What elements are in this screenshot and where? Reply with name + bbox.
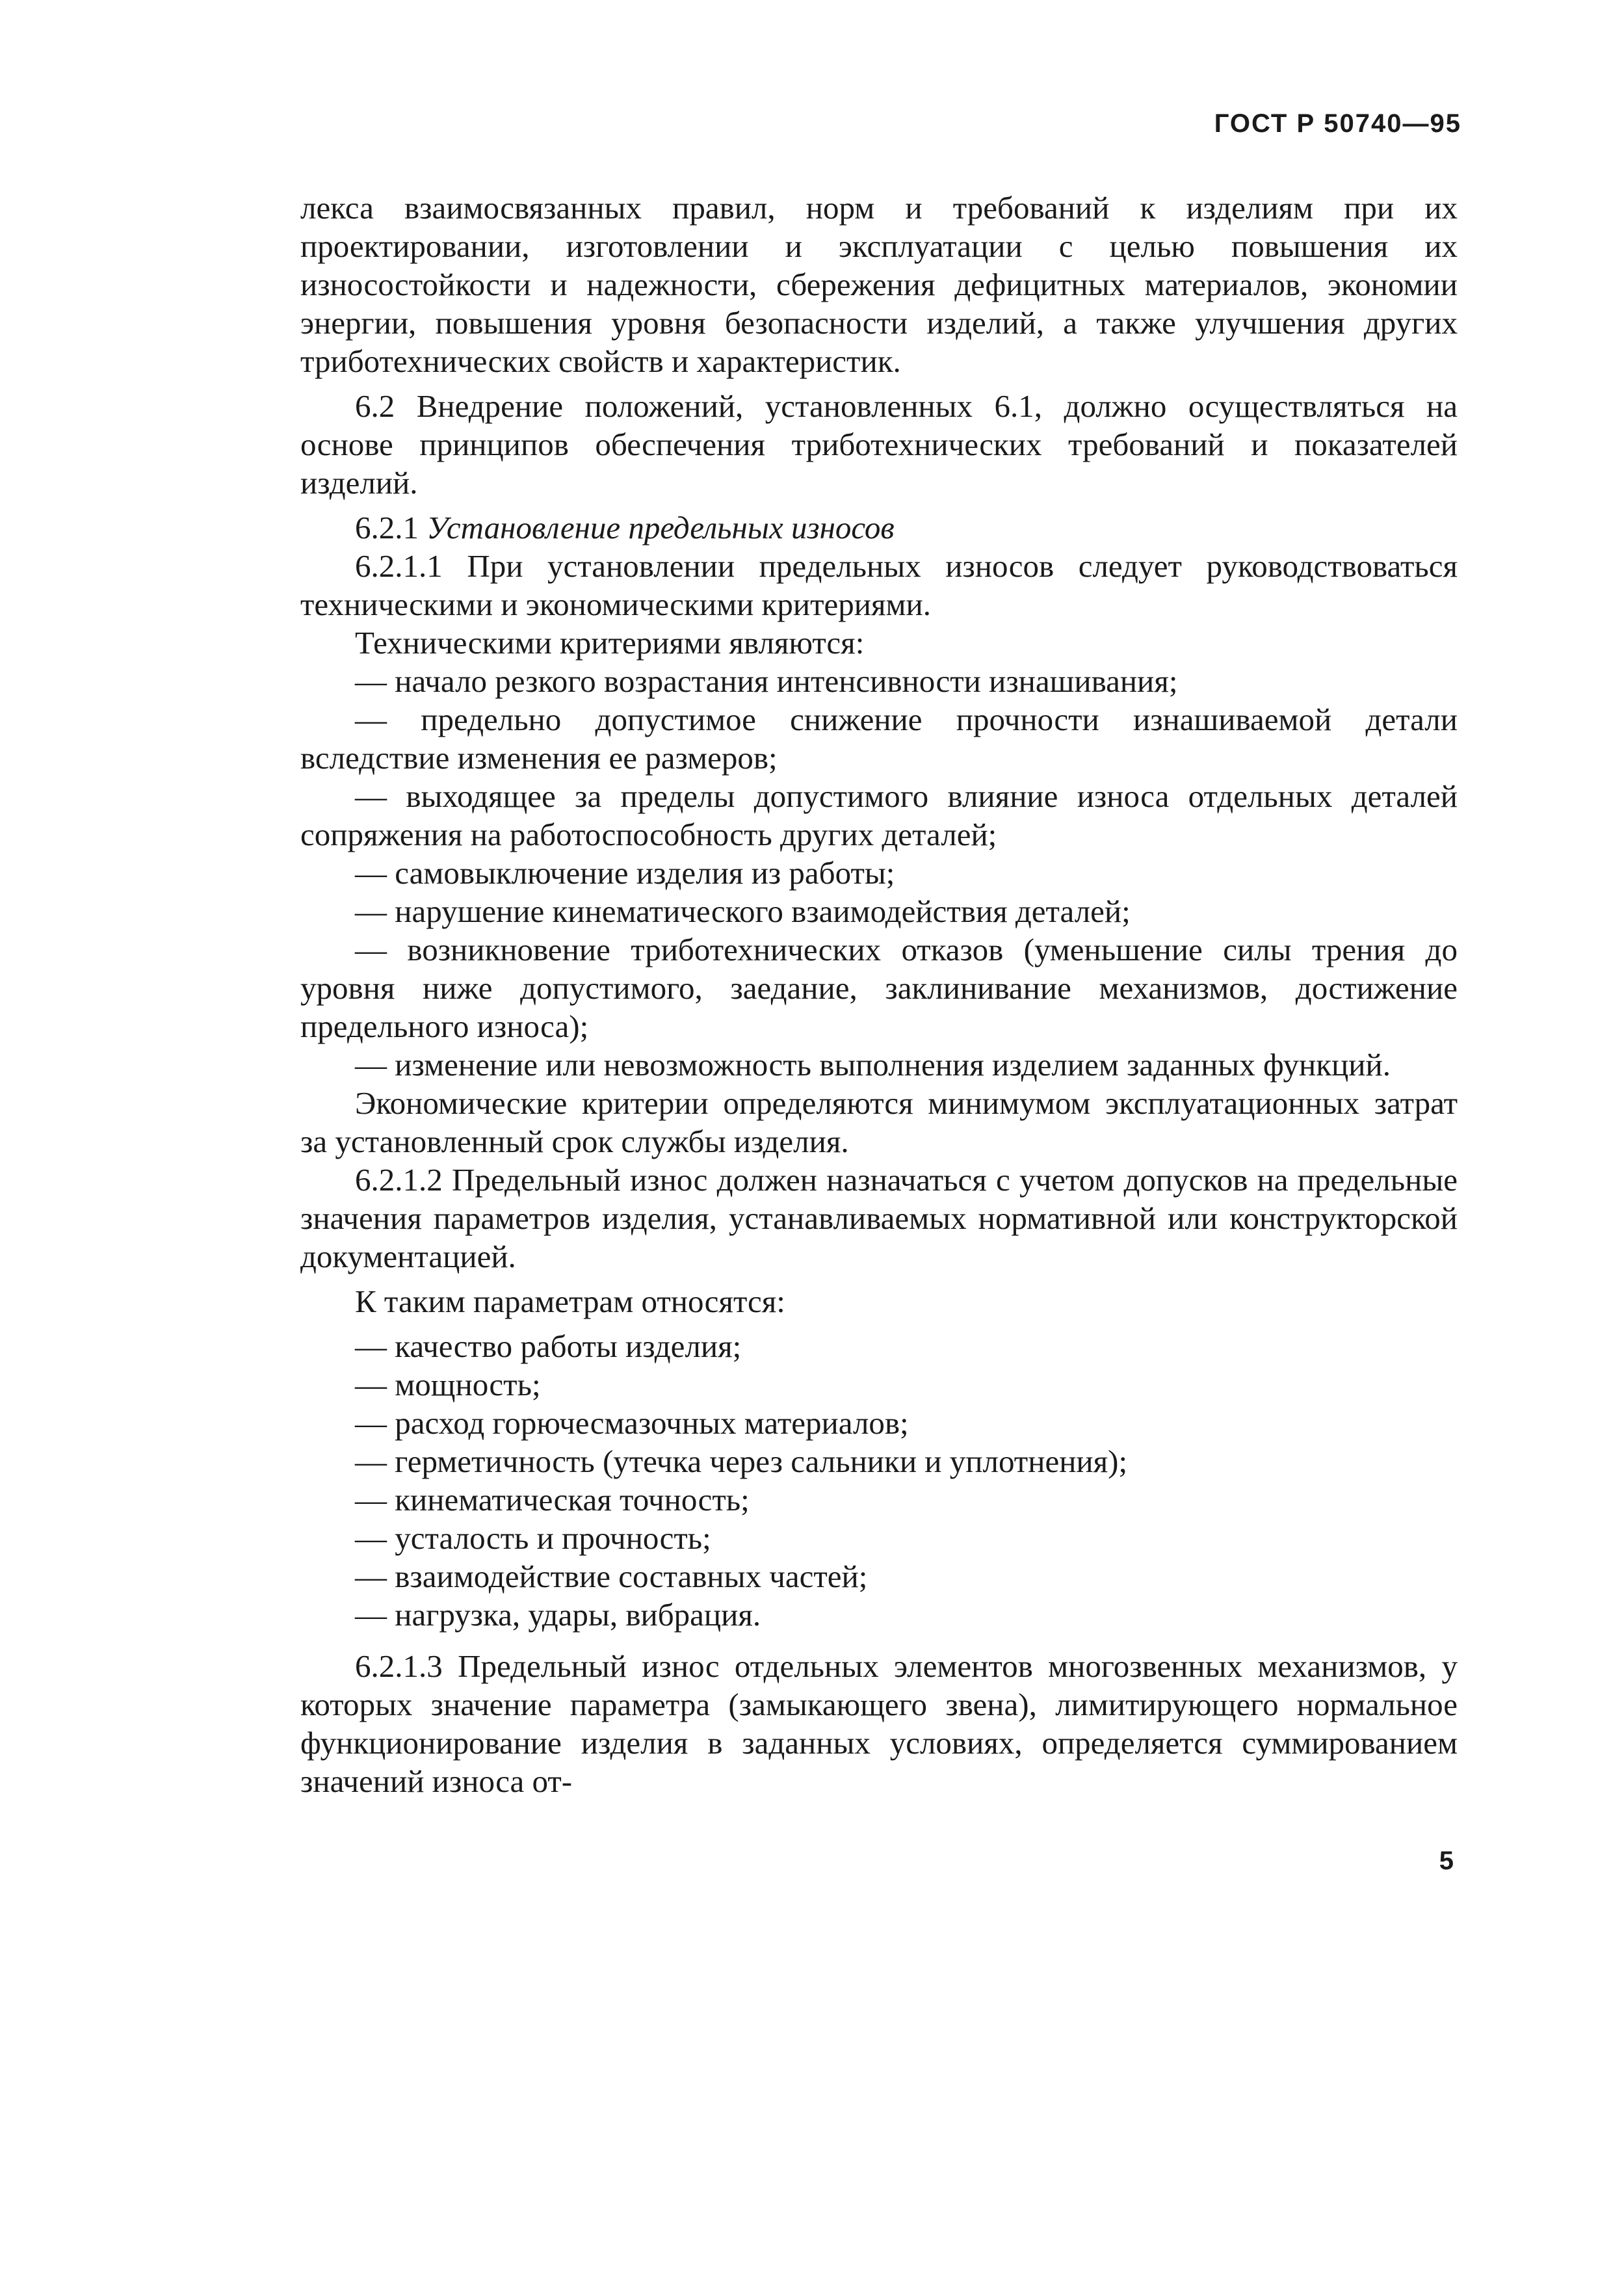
list-item: — усталость и прочность; <box>355 1520 711 1556</box>
list-item: — взаимодействие составных частей; <box>355 1558 868 1594</box>
list-item: — изменение или невозможность выполнения изделием заданных функций. <box>355 1047 1391 1083</box>
section-heading-6-2-1 <box>300 508 1458 547</box>
list-item: — качество работы изделия; <box>355 1328 742 1364</box>
paragraph-6-2-1-1: 6.2.1.1 При установлении предельных износов следует руководствоваться техническими и экономическими критериями. <box>300 548 1458 622</box>
list-item: — мощность; <box>355 1367 541 1402</box>
paragraph-6-2-1-2: 6.2.1.2 Предельный износ должен назначаться с учетом допусков на предельные значения параметров изделия, устанавливаемых нормативной или конструкторской документацией. <box>300 1162 1458 1274</box>
list-item: — начало резкого возрастания интенсивности изнашивания; <box>355 663 1178 699</box>
parameters-intro: К таким параметрам относятся: <box>355 1283 785 1319</box>
paragraph-6-2-1-3: 6.2.1.3 Предельный износ отдельных элементов многозвенных механизмов, у которых значение параметра (замыкающего звена), лимитирующего нормальное функционирование изделия в заданных условиях, определяется суммированием значений износа от- <box>300 1648 1458 1799</box>
list-item: — нарушение кинематического взаимодействия деталей; <box>355 893 1131 929</box>
list-item: — кинематическая точность; <box>355 1482 750 1518</box>
paragraph-continuation: лекса взаимосвязанных правил, норм и требований к изделиям при их проектировании, изготовлении и эксплуатации с целью повышения их износостойкости и надежности, сбережения дефицитных материалов, экономии энергии, повышения уровня безопасности изделий, а также улучшения других триботехнических свойств и характеристик. <box>300 190 1458 379</box>
list-item: — герметичность (утечка через сальники и уплотнения); <box>355 1443 1128 1479</box>
standard-code-header: ГОСТ Р 50740—95 <box>1214 109 1461 138</box>
economic-criteria-paragraph: Экономические критерии определяются минимумом эксплуатационных затрат за установленный срок службы изделия. <box>300 1085 1458 1159</box>
list-item: — возникновение триботехнических отказов (уменьшение силы трения до уровня ниже допустимого, заедание, заклинивание механизмов, достижение предельного износа); <box>300 932 1458 1044</box>
technical-criteria-intro: Техническими критериями являются: <box>355 625 865 661</box>
list-item: — предельно допустимое снижение прочности изнашиваемой детали вследствие изменения ее размеров; <box>300 702 1458 776</box>
list-item: — расход горючесмазочных материалов; <box>355 1405 909 1441</box>
section-number: 6.2.1 <box>355 510 419 546</box>
list-item: — нагрузка, удары, вибрация. <box>355 1597 761 1633</box>
document-body <box>300 189 1458 1800</box>
list-item: — выходящее за пределы допустимого влияние износа отдельных деталей сопряжения на работоспособность других деталей; <box>300 778 1458 852</box>
page-number: 5 <box>1439 1847 1454 1875</box>
section-title: Установление предельных износов <box>426 510 895 546</box>
paragraph-6-2: 6.2 Внедрение положений, установленных 6.1, должно осуществляться на основе принципов обеспечения триботехнических требований и показателей изделий. <box>300 388 1458 501</box>
list-item: — самовыключение изделия из работы; <box>355 855 895 891</box>
